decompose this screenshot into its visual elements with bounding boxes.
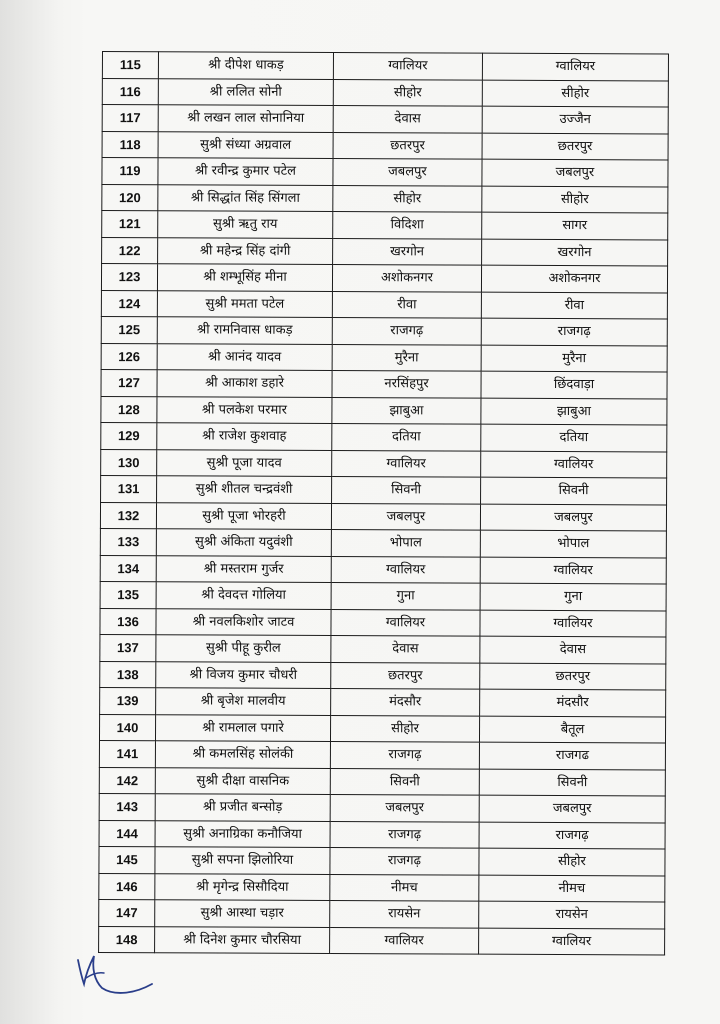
name-cell: श्री राजेश कुशवाह [157, 423, 332, 450]
serial-number-cell: 139 [100, 687, 156, 714]
name-cell: सुश्री पूजा यादव [157, 449, 332, 476]
table-row [101, 316, 667, 345]
serial-number-cell: 116 [102, 78, 158, 105]
posting-district-cell: ग्वालियर [480, 557, 666, 584]
posting-district-cell: भोपाल [480, 530, 666, 557]
name-cell: श्री कमलसिंह सोलंकी [155, 741, 330, 768]
table-row [99, 714, 665, 743]
table-row [100, 634, 666, 663]
serial-number-cell: 144 [99, 820, 155, 847]
district-cell: छतरपुर [331, 662, 480, 689]
table-row [99, 926, 665, 955]
posting-district-cell: उज्जैन [482, 106, 668, 133]
table-row [99, 873, 665, 902]
name-cell: श्री दिनेश कुमार चौरसिया [155, 926, 330, 953]
serial-number-cell: 146 [99, 873, 155, 900]
serial-number-cell: 130 [101, 449, 157, 476]
serial-number-cell: 128 [101, 396, 157, 423]
serial-number-cell: 118 [102, 131, 158, 158]
name-cell: सुश्री ममता पटेल [157, 290, 332, 317]
name-cell: सुश्री शीतल चन्द्रवंशी [157, 476, 332, 503]
posting-district-cell: सिवनी [481, 477, 667, 504]
posting-district-cell: मंदसौर [480, 689, 666, 716]
serial-number-cell: 137 [100, 634, 156, 661]
name-cell: श्री शम्भूसिंह मीना [157, 264, 332, 291]
district-cell: सीहोर [330, 715, 479, 742]
name-cell: सुश्री पीहू कुरील [156, 635, 331, 662]
serial-number-cell: 117 [102, 105, 158, 132]
district-cell: जबलपुर [330, 795, 479, 822]
district-cell: रायसेन [330, 901, 479, 928]
district-cell: अशोकनगर [332, 265, 481, 292]
district-cell: छतरपुर [333, 132, 482, 159]
posting-district-cell: देवास [480, 636, 666, 663]
district-cell: राजगढ़ [330, 742, 479, 769]
serial-number-cell: 132 [100, 502, 156, 529]
name-cell: श्री नवलकिशोर जाटव [156, 608, 331, 635]
table-row [100, 581, 666, 610]
posting-district-cell: सिवनी [479, 769, 665, 796]
name-cell: श्री बृजेश मालवीय [156, 688, 331, 715]
district-cell: खरगोन [333, 238, 482, 265]
serial-number-cell: 141 [99, 740, 155, 767]
name-cell: श्री रवीन्द्र कुमार पटेल [158, 158, 333, 185]
name-cell: श्री मृगेन्द्र सिसौदिया [155, 873, 330, 900]
table-row [101, 369, 667, 398]
posting-district-cell: राजगढ [479, 742, 665, 769]
table-row [100, 608, 666, 637]
posting-district-cell: मुरैना [481, 345, 667, 372]
table-row [102, 158, 668, 187]
serial-number-cell: 121 [102, 211, 158, 238]
posting-district-cell: रायसेन [479, 901, 665, 928]
serial-number-cell: 147 [99, 899, 155, 926]
posting-district-cell: नीमच [479, 875, 665, 902]
serial-number-cell: 124 [101, 290, 157, 317]
name-cell: श्री मस्तराम गुर्जर [156, 555, 331, 582]
posting-district-cell: छिंदवाड़ा [481, 371, 667, 398]
serial-number-cell: 119 [102, 158, 158, 185]
serial-number-cell: 136 [100, 608, 156, 635]
roster-table-body [99, 52, 669, 955]
serial-number-cell: 126 [101, 343, 157, 370]
signature-mark [72, 948, 162, 998]
posting-district-cell: छतरपुर [480, 663, 666, 690]
name-cell: सुश्री अनाग्रिका कनौजिया [155, 820, 330, 847]
serial-number-cell: 142 [99, 767, 155, 794]
posting-district-cell: राजगढ़ [481, 318, 667, 345]
district-cell: जबलपुर [333, 159, 482, 186]
posting-district-cell: ग्वालियर [481, 451, 667, 478]
table-row [99, 899, 665, 928]
posting-district-cell: सीहोर [482, 186, 668, 213]
posting-district-cell: जबलपुर [482, 159, 668, 186]
district-cell: झाबुआ [332, 397, 481, 424]
table-row [101, 264, 667, 293]
district-cell: राजगढ़ [330, 821, 479, 848]
table-row [102, 184, 668, 213]
district-cell: ग्वालियर [331, 556, 480, 583]
table-row [102, 78, 668, 107]
name-cell: श्री दीपेश धाकड़ [158, 52, 333, 79]
district-cell: ग्वालियर [331, 609, 480, 636]
posting-district-cell: झाबुआ [481, 398, 667, 425]
table-row [100, 502, 666, 531]
posting-district-cell: सीहोर [479, 848, 665, 875]
serial-number-cell: 129 [101, 422, 157, 449]
table-row [101, 475, 667, 504]
table-row [100, 528, 666, 557]
table-row [99, 740, 665, 769]
name-cell: श्री आकाश डहारे [157, 370, 332, 397]
table-row [99, 846, 665, 875]
serial-number-cell: 120 [102, 184, 158, 211]
district-cell: सीहोर [333, 79, 482, 106]
table-row [102, 105, 668, 134]
serial-number-cell: 148 [99, 926, 155, 953]
district-cell: भोपाल [331, 530, 480, 557]
district-cell: जबलपुर [331, 503, 480, 530]
posting-district-cell: जबलपुर [480, 504, 666, 531]
posting-district-cell: खरगोन [482, 239, 668, 266]
district-cell: मुरैना [332, 344, 481, 371]
table-row [100, 555, 666, 584]
district-cell: देवास [333, 106, 482, 133]
table-row [99, 767, 665, 796]
table-row [99, 820, 665, 849]
district-cell: ग्वालियर [332, 450, 481, 477]
table-row [102, 211, 668, 240]
table-row [101, 422, 667, 451]
posting-district-cell: जबलपुर [479, 795, 665, 822]
posting-district-cell: दतिया [481, 424, 667, 451]
name-cell: सुश्री अंकिता यदुवंशी [156, 529, 331, 556]
serial-number-cell: 143 [99, 793, 155, 820]
serial-number-cell: 131 [101, 475, 157, 502]
name-cell: सुश्री संध्या अग्रवाल [158, 131, 333, 158]
district-cell: ग्वालियर [330, 927, 479, 954]
name-cell: सुश्री ऋतु राय [158, 211, 333, 238]
name-cell: श्री विजय कुमार चौधरी [156, 661, 331, 688]
serial-number-cell: 127 [101, 369, 157, 396]
table-row [101, 396, 667, 425]
table-row [99, 793, 665, 822]
district-cell: मंदसौर [331, 689, 480, 716]
district-cell: दतिया [332, 424, 481, 451]
name-cell: श्री ललित सोनी [158, 78, 333, 105]
name-cell: श्री पलकेश परमार [157, 396, 332, 423]
roster-table [98, 51, 669, 955]
district-cell: नीमच [330, 874, 479, 901]
district-cell: सीहोर [333, 185, 482, 212]
posting-district-cell: बैतूल [479, 716, 665, 743]
serial-number-cell: 145 [99, 846, 155, 873]
posting-district-cell: अशोकनगर [481, 265, 667, 292]
name-cell: सुश्री दीक्षा वासनिक [155, 767, 330, 794]
name-cell: श्री लखन लाल सोनानिया [158, 105, 333, 132]
district-cell: राजगढ़ [332, 318, 481, 345]
name-cell: श्री देवदत्त गोलिया [156, 582, 331, 609]
table-row [102, 52, 668, 81]
name-cell: सुश्री सपना झिलोरिया [155, 847, 330, 874]
posting-district-cell: सीहोर [482, 80, 668, 107]
posting-district-cell: राजगढ़ [479, 822, 665, 849]
name-cell: श्री महेन्द्र सिंह दांगी [158, 237, 333, 264]
posting-district-cell: गुना [480, 583, 666, 610]
name-cell: श्री प्रजीत बन्सोड़ [155, 794, 330, 821]
serial-number-cell: 122 [102, 237, 158, 264]
serial-number-cell: 140 [99, 714, 155, 741]
name-cell: सुश्री आस्था चड़ार [155, 900, 330, 927]
posting-district-cell: छतरपुर [482, 133, 668, 160]
serial-number-cell: 134 [100, 555, 156, 582]
district-cell: राजगढ़ [330, 848, 479, 875]
district-cell: रीवा [332, 291, 481, 318]
district-cell: देवास [331, 636, 480, 663]
serial-number-cell: 115 [102, 52, 158, 79]
table-row [100, 687, 666, 716]
serial-number-cell: 133 [100, 528, 156, 555]
posting-district-cell: सागर [482, 212, 668, 239]
posting-district-cell: ग्वालियर [479, 928, 665, 955]
district-cell: सिवनी [332, 477, 481, 504]
table-row [102, 237, 668, 266]
page-edge-shadow [0, 0, 60, 1024]
district-cell: ग्वालियर [333, 53, 482, 80]
table-row [101, 343, 667, 372]
district-cell: नरसिंहपुर [332, 371, 481, 398]
name-cell: श्री रामनिवास धाकड़ [157, 317, 332, 344]
table-row [100, 661, 666, 690]
table-row [102, 131, 668, 160]
posting-district-cell: रीवा [481, 292, 667, 319]
serial-number-cell: 135 [100, 581, 156, 608]
serial-number-cell: 123 [101, 264, 157, 291]
name-cell: श्री सिद्धांत सिंह सिंगला [158, 184, 333, 211]
posting-district-cell: ग्वालियर [480, 610, 666, 637]
table-row [101, 290, 667, 319]
name-cell: श्री रामलाल पगारे [155, 714, 330, 741]
table-row [101, 449, 667, 478]
district-cell: विदिशा [333, 212, 482, 239]
posting-district-cell: ग्वालियर [482, 53, 668, 80]
serial-number-cell: 125 [101, 316, 157, 343]
name-cell: श्री आनंद यादव [157, 343, 332, 370]
district-cell: गुना [331, 583, 480, 610]
name-cell: सुश्री पूजा भोरहरी [156, 502, 331, 529]
district-cell: सिवनी [330, 768, 479, 795]
serial-number-cell: 138 [100, 661, 156, 688]
